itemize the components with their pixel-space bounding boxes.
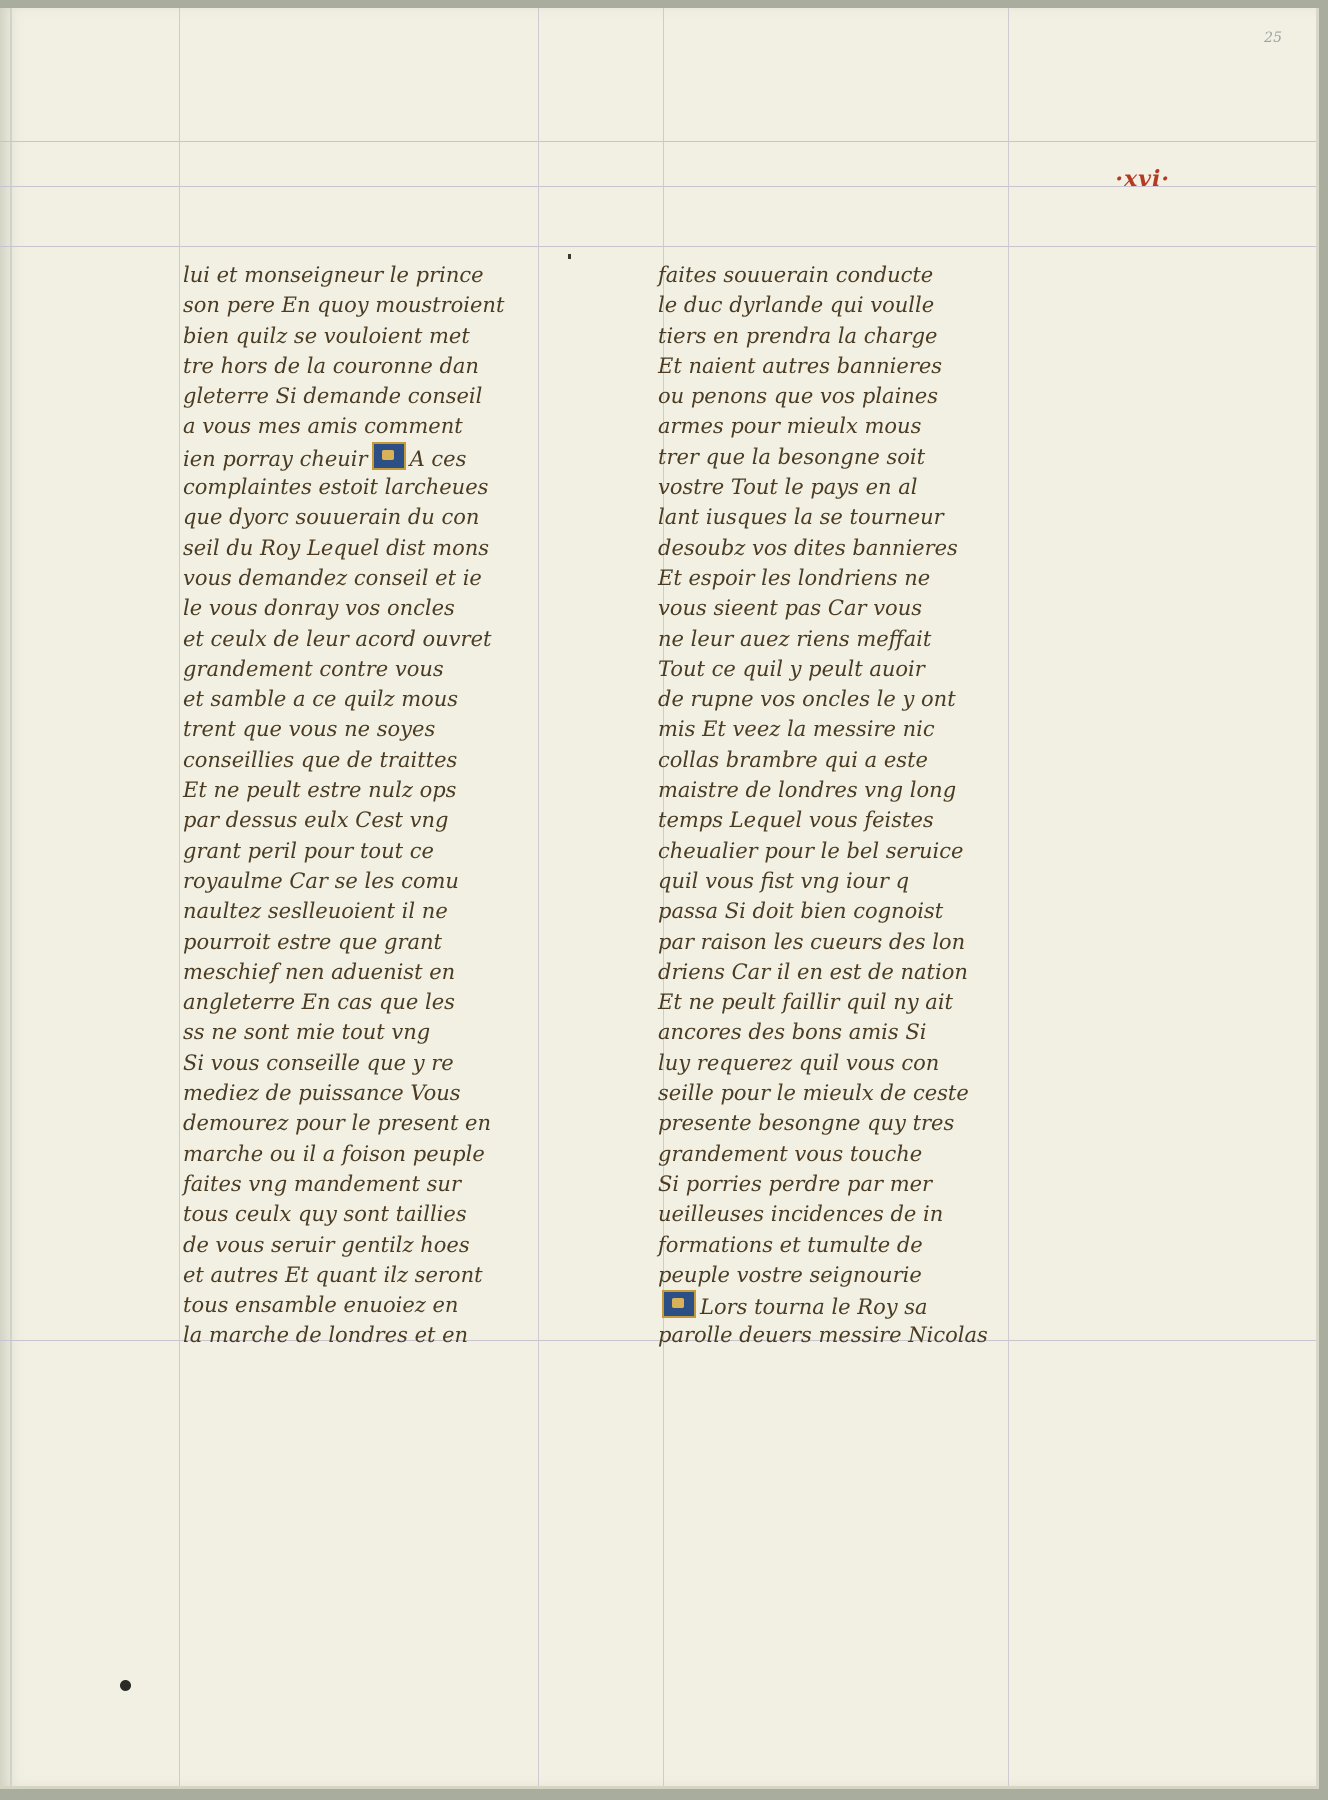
- text-line: [183, 957, 553, 987]
- text-line: [183, 1078, 553, 1108]
- text-line: [183, 1290, 553, 1320]
- line-text: lui et monseigneur le prince: [183, 263, 484, 287]
- text-line: [183, 927, 553, 957]
- illuminated-initial-icon: [662, 1290, 696, 1318]
- line-text: mediez de puissance Vous: [183, 1081, 461, 1106]
- line-text: la marche de londres et en: [183, 1323, 469, 1348]
- line-text: son pere En quoy moustroient: [183, 293, 505, 318]
- folio-number: 25: [1264, 30, 1282, 46]
- line-text: angleterre En cas que les: [183, 990, 455, 1015]
- text-line: [183, 1017, 553, 1047]
- line-text: armes pour mieulx mous: [658, 414, 922, 439]
- text-line: [183, 805, 553, 835]
- text-line: [658, 805, 1058, 835]
- binding-edge: [10, 8, 12, 1786]
- illuminated-initial-icon: [372, 442, 406, 470]
- line-text: faites souuerain conducte: [658, 263, 934, 287]
- line-text-after-initial: A ces: [409, 446, 467, 471]
- text-line: [658, 290, 1058, 320]
- text-line: [658, 1017, 1058, 1047]
- line-text: quil vous fist vng iour q: [658, 868, 910, 893]
- text-line: [658, 1048, 1058, 1078]
- line-text: maistre de londres vng long: [658, 778, 957, 803]
- text-line: [183, 533, 553, 563]
- text-line: [658, 593, 1058, 623]
- text-line: [658, 896, 1058, 926]
- text-line: [658, 563, 1058, 593]
- text-line: [658, 1260, 1058, 1290]
- ink-mark: [568, 254, 571, 259]
- line-text: mis Et veez la messire nic: [658, 717, 935, 742]
- text-line: [658, 1078, 1058, 1108]
- manuscript-leaf: [0, 8, 1319, 1789]
- line-text: seil du Roy Lequel dist mons: [183, 535, 490, 560]
- text-line: [183, 351, 553, 381]
- text-line: [658, 684, 1058, 714]
- line-text: Et espoir les londriens ne: [658, 565, 931, 590]
- line-text: bien quilz se vouloient met: [183, 323, 470, 348]
- line-text: tiers en prendra la charge: [658, 323, 938, 348]
- line-text: collas brambre qui a este: [658, 747, 928, 772]
- line-text: parolle deuers messire Nicolas: [658, 1323, 988, 1348]
- line-text: grandement contre vous: [183, 656, 444, 681]
- text-line: [183, 260, 553, 290]
- line-text: naultez seslleuoient il ne: [183, 899, 448, 924]
- text-line: [658, 987, 1058, 1017]
- line-text: presente besongne quy tres: [658, 1111, 955, 1136]
- line-text: de vous seruir gentilz hoes: [183, 1232, 470, 1257]
- line-text: vous sieent pas Car vous: [658, 596, 922, 621]
- text-line: [658, 1169, 1058, 1199]
- line-text: temps Lequel vous feistes: [658, 808, 934, 833]
- line-text: ien porray cheuir: [183, 446, 368, 471]
- text-line: [183, 684, 553, 714]
- text-line: [183, 381, 553, 411]
- text-line: [658, 1320, 1058, 1350]
- text-line: [183, 472, 553, 502]
- text-line: [658, 1108, 1058, 1138]
- text-line: [658, 321, 1058, 351]
- text-line: [183, 1230, 553, 1260]
- text-line: [658, 714, 1058, 744]
- text-line: [658, 533, 1058, 563]
- text-line: [658, 502, 1058, 532]
- line-text: que dyorc souuerain du con: [183, 505, 480, 530]
- line-text: Et naient autres bannieres: [658, 353, 943, 378]
- line-text: ancores des bons amis Si: [658, 1020, 927, 1045]
- text-line: [658, 624, 1058, 654]
- text-line: [183, 411, 553, 441]
- line-text: peuple vostre seignourie: [658, 1262, 922, 1287]
- text-line: [183, 1108, 553, 1138]
- ink-blot: [120, 1680, 131, 1691]
- ruling-line: [0, 246, 1316, 247]
- text-line: [183, 866, 553, 896]
- line-text: tre hors de la couronne dan: [183, 353, 479, 378]
- line-text: vous demandez conseil et ie: [183, 565, 482, 590]
- text-line: [658, 1139, 1058, 1169]
- text-line: [658, 1199, 1058, 1229]
- text-column-right: [658, 260, 1058, 1351]
- text-line: [658, 654, 1058, 684]
- text-line: [658, 1290, 1058, 1320]
- line-text: ueilleuses incidences de in: [658, 1202, 944, 1227]
- line-text: le duc dyrlande qui voulle: [658, 293, 935, 318]
- text-line: [183, 624, 553, 654]
- line-text: cheualier pour le bel seruice: [658, 838, 964, 863]
- text-line: [658, 442, 1058, 472]
- text-line: [658, 927, 1058, 957]
- line-text: et samble a ce quilz mous: [183, 687, 459, 712]
- line-text: ss ne sont mie tout vng: [183, 1020, 431, 1045]
- text-column-left: [183, 260, 553, 1351]
- text-line: [658, 775, 1058, 805]
- line-text: tous ceulx quy sont taillies: [183, 1202, 467, 1227]
- line-text: grandement vous touche: [658, 1141, 923, 1166]
- text-line: [658, 866, 1058, 896]
- line-text: ou penons que vos plaines: [658, 384, 939, 409]
- text-line: [183, 321, 553, 351]
- line-text: et autres Et quant ilz seront: [183, 1262, 483, 1287]
- line-text: Si porries perdre par mer: [658, 1171, 933, 1196]
- text-line: [183, 987, 553, 1017]
- text-line: [183, 1320, 553, 1350]
- line-text: vostre Tout le pays en al: [658, 475, 918, 500]
- text-line: [183, 896, 553, 926]
- text-line: [658, 472, 1058, 502]
- line-text: seille pour le mieulx de ceste: [658, 1081, 969, 1106]
- line-text: pourroit estre que grant: [183, 929, 442, 954]
- text-line: [183, 290, 553, 320]
- line-text: le vous donray vos oncles: [183, 596, 455, 621]
- line-text: Et ne peult estre nulz ops: [183, 778, 457, 803]
- line-text: luy requerez quil vous con: [658, 1050, 940, 1075]
- line-text: et ceulx de leur acord ouvret: [183, 626, 492, 651]
- text-line: [183, 593, 553, 623]
- line-text: meschief nen aduenist en: [183, 959, 456, 984]
- line-text: par dessus eulx Cest vng: [183, 808, 449, 833]
- line-text: faites vng mandement sur: [183, 1171, 461, 1196]
- line-text: tous ensamble enuoiez en: [183, 1293, 459, 1318]
- text-line: [183, 563, 553, 593]
- line-text: Si vous conseille que y re: [183, 1050, 454, 1075]
- line-text: ne leur auez riens meffait: [658, 626, 932, 651]
- running-head: ·xvi·: [1115, 166, 1170, 192]
- text-line: [658, 836, 1058, 866]
- line-text: formations et tumulte de: [658, 1232, 923, 1257]
- text-line: [658, 260, 1058, 290]
- text-line: [183, 442, 553, 472]
- ruling-line: [179, 8, 180, 1786]
- text-line: [183, 775, 553, 805]
- line-text: marche ou il a foison peuple: [183, 1141, 485, 1166]
- text-line: [658, 1230, 1058, 1260]
- line-text: Et ne peult faillir quil ny ait: [658, 990, 953, 1015]
- ruling-line: [0, 141, 1316, 142]
- line-text: demourez pour le present en: [183, 1111, 492, 1136]
- line-text: par raison les cueurs des lon: [658, 929, 966, 954]
- line-text: a vous mes amis comment: [183, 414, 463, 439]
- text-line: [183, 1260, 553, 1290]
- text-line: [658, 411, 1058, 441]
- text-line: [183, 1169, 553, 1199]
- text-line: [658, 957, 1058, 987]
- line-text: trent que vous ne soyes: [183, 717, 436, 742]
- line-text: desoubz vos dites bannieres: [658, 535, 958, 560]
- text-line: [658, 351, 1058, 381]
- line-text: lant iusques la se tourneur: [658, 505, 944, 530]
- line-text: passa Si doit bien cognoist: [658, 899, 944, 924]
- line-text: driens Car il en est de nation: [658, 959, 968, 984]
- text-line: [183, 836, 553, 866]
- text-line: [183, 714, 553, 744]
- text-line: [183, 502, 553, 532]
- text-line: [658, 745, 1058, 775]
- line-text: complaintes estoit larcheues: [183, 475, 489, 500]
- line-text: gleterre Si demande conseil: [183, 384, 483, 409]
- line-text: grant peril pour tout ce: [183, 838, 434, 863]
- line-text: Lors tourna le Roy sa: [700, 1295, 928, 1320]
- text-line: [183, 745, 553, 775]
- text-line: [658, 381, 1058, 411]
- line-text: Tout ce quil y peult auoir: [658, 656, 925, 681]
- text-line: [183, 1199, 553, 1229]
- line-text: royaulme Car se les comu: [183, 868, 459, 893]
- line-text: conseillies que de traittes: [183, 747, 458, 772]
- text-line: [183, 1048, 553, 1078]
- text-line: [183, 654, 553, 684]
- line-text: trer que la besongne soit: [658, 444, 926, 469]
- text-line: [183, 1139, 553, 1169]
- line-text: de rupne vos oncles le y ont: [658, 687, 956, 712]
